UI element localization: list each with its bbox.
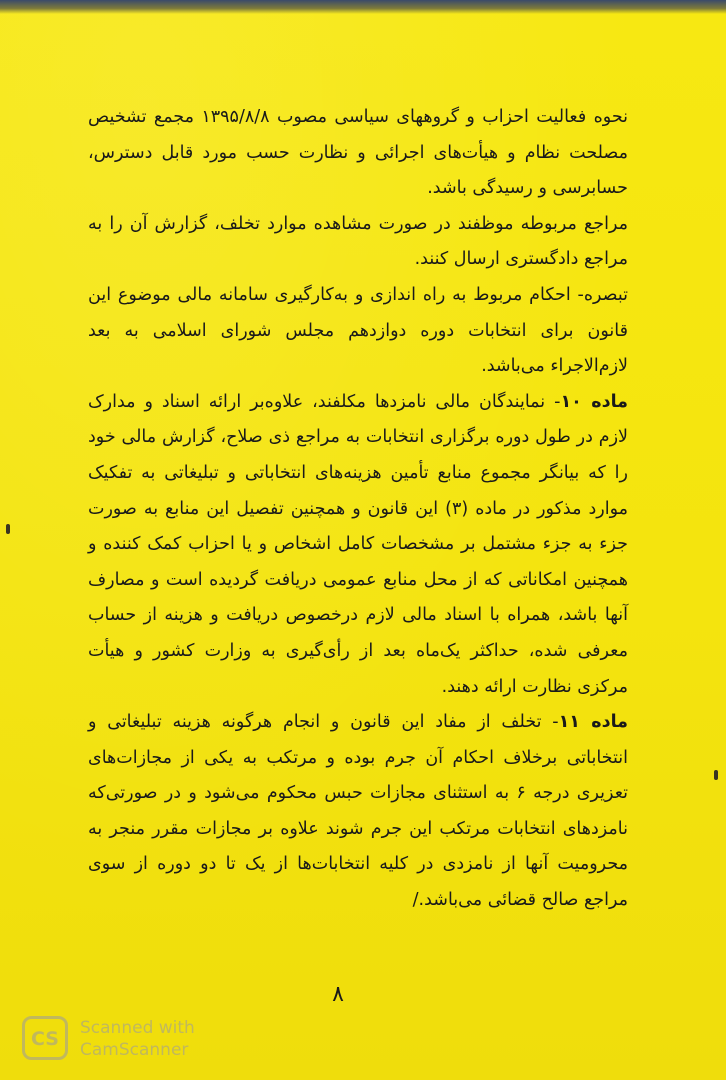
watermark-line-2: CamScanner [80, 1040, 189, 1060]
article-10-label: ماده ۱۰ [560, 391, 629, 412]
watermark-line-1: Scanned with [80, 1018, 195, 1038]
article-11-label: ماده ۱۱ [558, 712, 628, 733]
margin-mark [714, 770, 718, 780]
paragraph-text: تبصره- احکام مربوط به راه اندازی و به‌کارگیری سامانه مالی موضوع این قانون برای انتخابات دوره دوازدهم مجلس شورای اسلامی به بعد لازم‌الاجراء می‌باشد. [88, 284, 628, 377]
article-10-text: - نمایندگان مالی نامزدها مکلفند، علاوه‌بر ارائه اسناد و مدارک لازم در طول دوره برگزاری انتخابات به مراجع ذی صلاح، گزارش مالی خود را که بیانگر مجموع منابع تأمین هزینه‌های انتخاباتی و تبلیغاتی به تفکیک موارد مذکور در ماده (۳) این قانون و همچنین تفصیل این منابع به صورت جزء به جزء مشتمل بر مشخصات کامل اشخاص و یا احزاب کمک کننده و همچنین امکاناتی که از محل منابع عمومی دریافت گردیده است و مصارف آنها باشد، همراه با اسناد مالی لازم درخصوص دریافت و هزینه از حساب معرفی شده، حداکثر یک‌ماه بعد از رأی‌گیری به وزارت کشور و هیأت مرکزی نظارت ارائه دهند. [88, 391, 628, 697]
logo-text: CS [31, 1028, 59, 1050]
paragraph-text: مراجع مربوطه موظفند در صورت مشاهده موارد تخلف، گزارش آن را به مراجع دادگستری ارسال کنند. [88, 213, 628, 270]
article-11-text: - تخلف از مفاد این قانون و انجام هرگونه هزینه تبلیغاتی و انتخاباتی برخلاف احکام آن جرم بوده و مرتکب به یکی از مجازات‌های تعزیری درجه ۶ به استثنای مجازات حبس محکوم می‌شود و در صورتی‌که نامزدهای انتخابات مرتکب این جرم شوند علاوه بر مجازات مقرر منجر به محرومیت آنها از نامزدی در کلیه انتخابات‌ها از یک تا دو دوره از سوی مراجع صالح قضائی می‌باشد./ [88, 712, 629, 911]
paragraph-parties-audit [88, 100, 628, 207]
document-body [88, 100, 628, 919]
article-11 [88, 705, 628, 919]
paragraph-note-financial-system [88, 278, 628, 385]
scan-top-edge [0, 0, 726, 14]
camscanner-watermark [22, 1012, 242, 1064]
article-10 [88, 385, 628, 705]
paragraph-violation-report [88, 207, 628, 278]
page-number: ۸ [332, 982, 344, 1007]
paragraph-text: نحوه فعالیت احزاب و گروههای سیاسی مصوب ۱۳۹۵/۸/۸ مجمع تشخیص مصلحت نظام و هیأت‌های اجرائی و نظارت حسب مورد قابل دسترس، حسابرسی و رسیدگی باشد. [88, 107, 628, 199]
margin-mark [6, 524, 10, 534]
camscanner-logo-icon [22, 1016, 68, 1060]
